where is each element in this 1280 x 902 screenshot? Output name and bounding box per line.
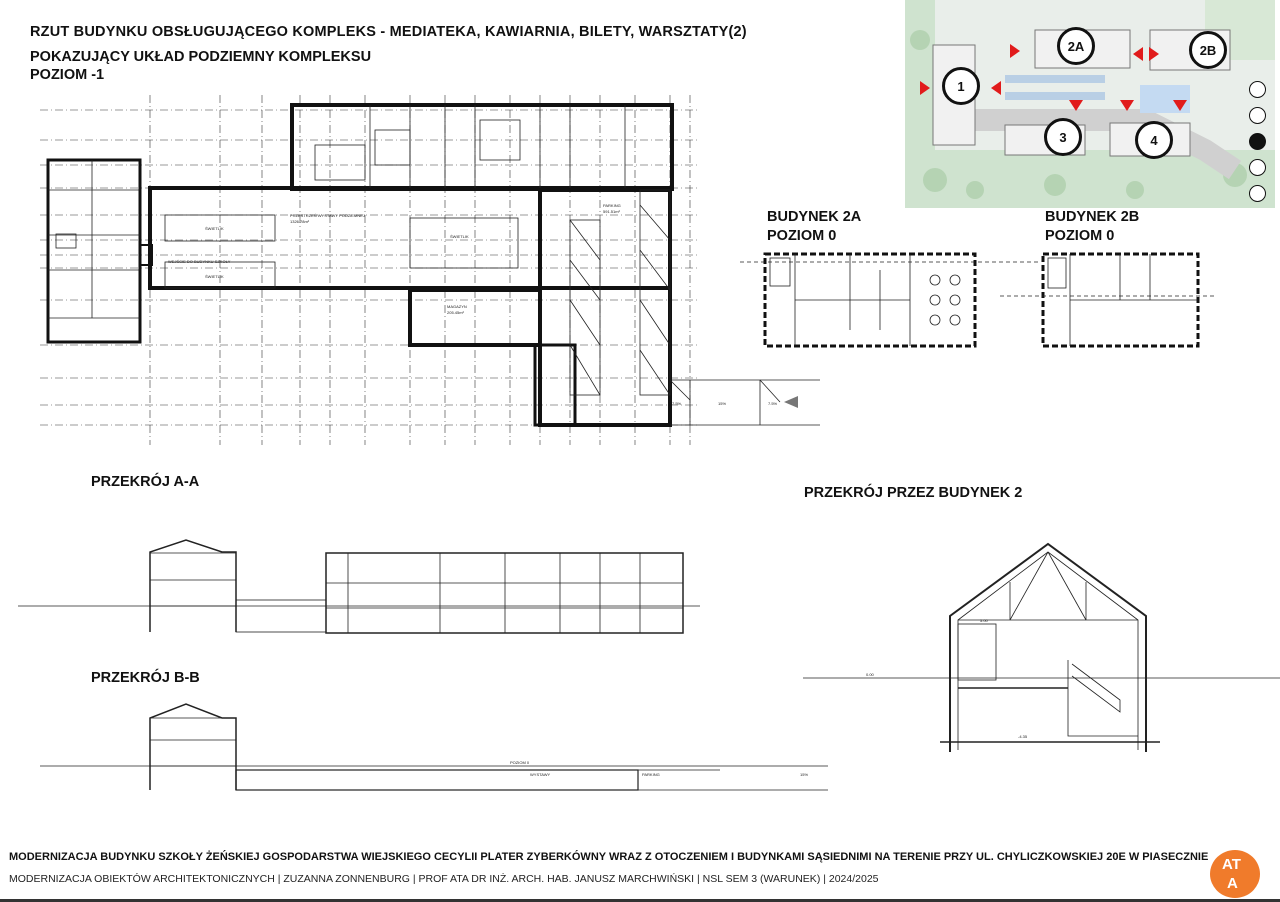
section-bb-title: PRZEKRÓJ B-B xyxy=(91,670,200,686)
page-nav-dot-4[interactable] xyxy=(1249,159,1266,176)
label-section-exhibition: WYSTAWY xyxy=(530,772,551,777)
map-marker-3[interactable]: 3 xyxy=(1044,118,1082,156)
section-aa-drawing xyxy=(18,540,700,633)
label-skylight-3: ŚWIETLIK xyxy=(450,234,469,239)
label-slope-1: 7.5% xyxy=(672,401,682,406)
level-label: POZIOM -1 xyxy=(30,67,105,83)
page-nav-dot-2[interactable] xyxy=(1249,107,1266,124)
label-parking-area: 591.51m² xyxy=(603,209,620,214)
map-marker-2b[interactable]: 2B xyxy=(1189,31,1227,69)
building-2b-title: BUDYNEK 2B xyxy=(1045,209,1140,225)
building-2b-level: POZIOM 0 xyxy=(1045,228,1115,244)
label-elev-1: 5.00 xyxy=(980,618,988,623)
label-elev-3: 0.00 xyxy=(866,672,874,677)
label-elev-2: -4.35 xyxy=(1018,734,1028,739)
label-storage: MAGAZYN xyxy=(447,304,467,309)
page-nav-dot-1[interactable] xyxy=(1249,81,1266,98)
label-exhibition-area: 1326.78m² xyxy=(290,219,310,224)
label-slope-3: 7.5% xyxy=(768,401,778,406)
label-entrance: WEJŚCIE DO BUDYNKU SZKOŁY xyxy=(168,259,231,264)
label-parking: PARKING xyxy=(603,203,621,208)
section-aa-title: PRZEKRÓJ A-A xyxy=(91,474,200,490)
map-marker-2a[interactable]: 2A xyxy=(1057,27,1095,65)
footer-project-title: MODERNIZACJA BUDYNKU SZKOŁY ŻEŃSKIEJ GOSPODARSTWA WIEJSKIEGO CECYLII PLATER ZYBERKÓWNY WRAZ Z OTOCZENIEM I BUDYNKAMI SĄSIEDNIMI NA TERENIE PRZY UL. CHYLICZKOWSKIEJ 20E W PIASECZNIE xyxy=(9,851,1209,863)
label-level-0: POZIOM 0 xyxy=(510,760,530,765)
page-nav-dot-3[interactable] xyxy=(1249,133,1266,150)
floor-plan-level-minus-1 xyxy=(40,95,820,445)
logo-text-top: AT xyxy=(1222,856,1241,873)
label-skylight-1: ŚWIETLIK xyxy=(205,226,224,231)
ata-logo xyxy=(1210,850,1260,898)
site-map xyxy=(905,0,1275,208)
building-2a-level: POZIOM 0 xyxy=(767,228,837,244)
label-section-parking: PARKING xyxy=(642,772,660,777)
building-2a-title: BUDYNEK 2A xyxy=(767,209,862,225)
section-bb-drawing xyxy=(40,704,828,790)
label-storage-area: 205.45m² xyxy=(447,310,464,315)
building-2a-plan xyxy=(740,254,1040,346)
label-section-slope: 15% xyxy=(800,772,809,777)
section-building-2-drawing xyxy=(803,544,1280,752)
page-nav-dot-5[interactable] xyxy=(1249,185,1266,202)
map-marker-4[interactable]: 4 xyxy=(1135,121,1173,159)
footer-credits: MODERNIZACJA OBIEKTÓW ARCHITEKTONICZNYCH | ZUZANNA ZONNENBURG | PROF ATA DR INŻ. ARCH. HAB. JANUSZ MARCHWIŃSKI | NSL SEM 3 (WARUNEK) | 2024/2025 xyxy=(9,873,879,885)
section-building2-title: PRZEKRÓJ PRZEZ BUDYNEK 2 xyxy=(804,485,1023,501)
page-subtitle: POKAZUJĄCY UKŁAD PODZIEMNY KOMPLEKSU xyxy=(30,49,372,65)
label-slope-2: 15% xyxy=(718,401,727,406)
label-exhibition: PRZESTRZEŃ WYSTAWY PODZIEMNEJ xyxy=(290,213,365,218)
map-marker-1[interactable]: 1 xyxy=(942,67,980,105)
building-2b-plan xyxy=(1000,254,1215,346)
page-title: RZUT BUDYNKU OBSŁUGUJĄCEGO KOMPLEKS - MEDIATEKA, KAWIARNIA, BILETY, WARSZTATY(2) xyxy=(30,24,747,40)
logo-text-bottom: A xyxy=(1227,875,1238,892)
label-skylight-2: ŚWIETLIK xyxy=(205,274,224,279)
